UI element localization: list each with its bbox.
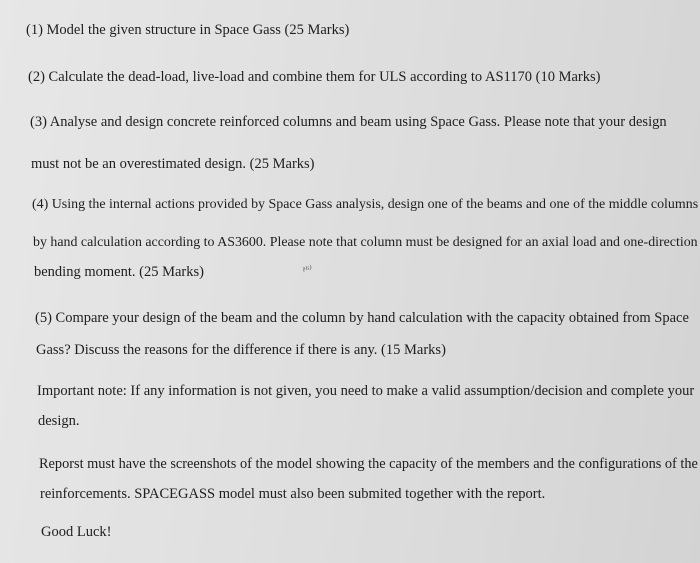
report-note-line-1: Reporst must have the screenshots of the model showing the capacity of the members and the configurations of the [39, 456, 698, 472]
task-4-line-3: bending moment. (25 Marks) [34, 264, 204, 280]
task-3-line-1: (3) Analyse and design concrete reinforced columns and beam using Space Gass. Please note that your design [30, 114, 667, 130]
task-5-line-2: Gass? Discuss the reasons for the difference if there is any. (15 Marks) [36, 342, 446, 358]
task-3-line-2: must not be an overestimated design. (25 Marks) [31, 156, 315, 172]
task-2-line: (2) Calculate the dead-load, live-load and combine them for ULS according to AS1170 (10 Marks) [28, 69, 601, 85]
handwritten-mark: ᶳ⁶⁾ [303, 264, 312, 276]
important-note-line-1: Important note: If any information is not given, you need to make a valid assumption/decision and complete your [37, 383, 695, 399]
report-note-line-2: reinforcements. SPACEGASS model must also been submited together with the report. [40, 486, 546, 502]
task-4-line-1: (4) Using the internal actions provided by Space Gass analysis, design one of the beams and one of the middle columns [32, 197, 699, 212]
closing-line: Good Luck! [41, 524, 112, 540]
task-5-line-1: (5) Compare your design of the beam and the column by hand calculation with the capacity obtained from Space [35, 310, 689, 326]
task-4-line-2: by hand calculation according to AS3600. Please note that column must be designed for an axial load and one-direction [33, 235, 698, 250]
task-1-line: (1) Model the given structure in Space Gass (25 Marks) [26, 22, 350, 38]
important-note-line-2: design. [38, 413, 80, 429]
